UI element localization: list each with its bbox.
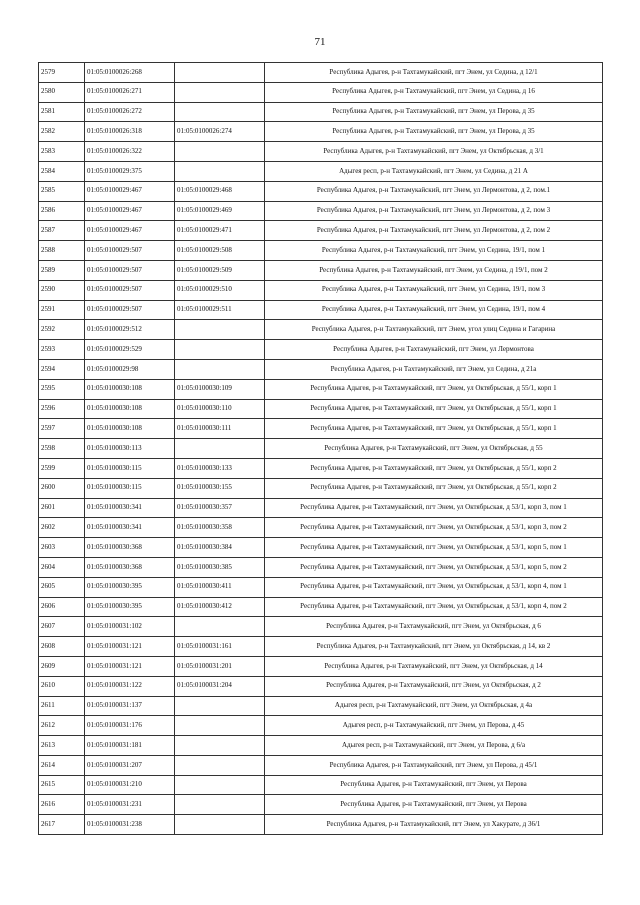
related-cadastral-number-cell xyxy=(175,795,265,815)
cadastral-number-cell: 01:05:0100029:507 xyxy=(85,241,175,261)
cadastral-number-cell: 01:05:0100026:271 xyxy=(85,82,175,102)
table-row xyxy=(39,597,603,617)
cadastral-number-cell: 01:05:0100030:368 xyxy=(85,557,175,577)
table-row xyxy=(39,716,603,736)
row-number-cell: 2606 xyxy=(39,597,85,617)
related-cadastral-number-cell xyxy=(175,775,265,795)
cadastral-number-cell: 01:05:0100029:467 xyxy=(85,181,175,201)
address-cell: Республика Адыгея, р-н Тахтамукайский, пгт Энем, ул Октябрьская, д 55 xyxy=(265,439,603,459)
related-cadastral-number-cell: 01:05:0100029:468 xyxy=(175,181,265,201)
row-number-cell: 2585 xyxy=(39,181,85,201)
cadastral-number-cell: 01:05:0100029:507 xyxy=(85,280,175,300)
cadastral-number-cell: 01:05:0100029:467 xyxy=(85,221,175,241)
cadastral-number-cell: 01:05:0100031:102 xyxy=(85,617,175,637)
row-number-cell: 2609 xyxy=(39,656,85,676)
cadastral-number-cell: 01:05:0100026:268 xyxy=(85,63,175,83)
row-number-cell: 2608 xyxy=(39,637,85,657)
row-number-cell: 2590 xyxy=(39,280,85,300)
related-cadastral-number-cell xyxy=(175,439,265,459)
table-row xyxy=(39,439,603,459)
address-cell: Республика Адыгея, р-н Тахтамукайский, пгт Энем, ул Перова, д 35 xyxy=(265,122,603,142)
cadastral-number-cell: 01:05:0100030:395 xyxy=(85,597,175,617)
cadastral-number-cell: 01:05:0100031:122 xyxy=(85,676,175,696)
address-cell: Республика Адыгея, р-н Тахтамукайский, пгт Энем, ул Седина, д 12/1 xyxy=(265,63,603,83)
table-row xyxy=(39,320,603,340)
cadastral-number-cell: 01:05:0100030:395 xyxy=(85,577,175,597)
related-cadastral-number-cell: 01:05:0100030:109 xyxy=(175,379,265,399)
page-number: 71 xyxy=(314,36,326,48)
row-number-cell: 2591 xyxy=(39,300,85,320)
address-cell: Республика Адыгея, р-н Тахтамукайский, пгт Энем, ул Хакурате, д 36/1 xyxy=(265,815,603,835)
row-number-cell: 2582 xyxy=(39,122,85,142)
cadastral-number-cell: 01:05:0100031:210 xyxy=(85,775,175,795)
cadastral-number-cell: 01:05:0100030:108 xyxy=(85,399,175,419)
cadastral-number-cell: 01:05:0100030:108 xyxy=(85,419,175,439)
table-row xyxy=(39,399,603,419)
cadastral-number-cell: 01:05:0100030:368 xyxy=(85,538,175,558)
table-row xyxy=(39,676,603,696)
related-cadastral-number-cell: 01:05:0100030:155 xyxy=(175,478,265,498)
related-cadastral-number-cell: 01:05:0100031:161 xyxy=(175,637,265,657)
cadastral-number-cell: 01:05:0100031:207 xyxy=(85,755,175,775)
address-cell: Республика Адыгея, р-н Тахтамукайский, пгт Энем, ул Октябрьская, д 55/1, корп 2 xyxy=(265,458,603,478)
cadastral-number-cell: 01:05:0100026:272 xyxy=(85,102,175,122)
related-cadastral-number-cell: 01:05:0100029:510 xyxy=(175,280,265,300)
table-row xyxy=(39,379,603,399)
related-cadastral-number-cell xyxy=(175,63,265,83)
row-number-cell: 2617 xyxy=(39,815,85,835)
row-number-cell: 2584 xyxy=(39,161,85,181)
address-cell: Республика Адыгея, р-н Тахтамукайский, пгт Энем, ул Октябрьская, д 14 xyxy=(265,656,603,676)
row-number-cell: 2587 xyxy=(39,221,85,241)
row-number-cell: 2610 xyxy=(39,676,85,696)
address-cell: Республика Адыгея, р-н Тахтамукайский, пгт Энем, ул Октябрьская, д 55/1, корп 1 xyxy=(265,379,603,399)
address-cell: Республика Адыгея, р-н Тахтамукайский, пгт Энем, ул Седина, 19/1, пом 1 xyxy=(265,241,603,261)
address-cell: Республика Адыгея, р-н Тахтамукайский, пгт Энем, ул Октябрьская, д 2 xyxy=(265,676,603,696)
cadastral-number-cell: 01:05:0100030:115 xyxy=(85,478,175,498)
row-number-cell: 2595 xyxy=(39,379,85,399)
table-row xyxy=(39,518,603,538)
table-row xyxy=(39,102,603,122)
table-row xyxy=(39,538,603,558)
row-number-cell: 2583 xyxy=(39,142,85,162)
table-row xyxy=(39,419,603,439)
cadastral-number-cell: 01:05:0100030:108 xyxy=(85,379,175,399)
row-number-cell: 2603 xyxy=(39,538,85,558)
address-cell: Республика Адыгея, р-н Тахтамукайский, пгт Энем, ул Седина, д 19/1, пом 2 xyxy=(265,260,603,280)
address-cell: Адыгея респ, р-н Тахтамукайский, пгт Энем, ул Перова, д 6/а xyxy=(265,736,603,756)
table-row xyxy=(39,122,603,142)
row-number-cell: 2597 xyxy=(39,419,85,439)
address-cell: Адыгея респ, р-н Тахтамукайский, пгт Энем, ул Перова, д 45 xyxy=(265,716,603,736)
related-cadastral-number-cell: 01:05:0100030:357 xyxy=(175,498,265,518)
table-row xyxy=(39,795,603,815)
address-cell: Республика Адыгея, р-н Тахтамукайский, пгт Энем, ул Седина, 19/1, пом 3 xyxy=(265,280,603,300)
table-row xyxy=(39,280,603,300)
row-number-cell: 2596 xyxy=(39,399,85,419)
related-cadastral-number-cell: 01:05:0100026:274 xyxy=(175,122,265,142)
row-number-cell: 2607 xyxy=(39,617,85,637)
cadastral-number-cell: 01:05:0100031:176 xyxy=(85,716,175,736)
table-row xyxy=(39,142,603,162)
row-number-cell: 2604 xyxy=(39,557,85,577)
table-row xyxy=(39,815,603,835)
address-cell: Республика Адыгея, р-н Тахтамукайский, пгт Энем, ул Октябрьская, д 3/1 xyxy=(265,142,603,162)
row-number-cell: 2612 xyxy=(39,716,85,736)
address-cell: Республика Адыгея, р-н Тахтамукайский, пгт Энем, ул Седина, 19/1, пом 4 xyxy=(265,300,603,320)
table-row xyxy=(39,478,603,498)
cadastral-number-cell: 01:05:0100026:322 xyxy=(85,142,175,162)
table-row xyxy=(39,755,603,775)
related-cadastral-number-cell: 01:05:0100030:111 xyxy=(175,419,265,439)
address-cell: Республика Адыгея, р-н Тахтамукайский, пгт Энем, ул Октябрьская, д 55/1, корп 2 xyxy=(265,478,603,498)
table-row xyxy=(39,201,603,221)
row-number-cell: 2611 xyxy=(39,696,85,716)
related-cadastral-number-cell xyxy=(175,320,265,340)
row-number-cell: 2589 xyxy=(39,260,85,280)
row-number-cell: 2616 xyxy=(39,795,85,815)
cadastral-number-cell: 01:05:0100030:115 xyxy=(85,458,175,478)
row-number-cell: 2593 xyxy=(39,340,85,360)
row-number-cell: 2579 xyxy=(39,63,85,83)
registry-table-body xyxy=(39,63,603,835)
row-number-cell: 2615 xyxy=(39,775,85,795)
related-cadastral-number-cell: 01:05:0100030:384 xyxy=(175,538,265,558)
table-row xyxy=(39,260,603,280)
cadastral-number-cell: 01:05:0100029:507 xyxy=(85,260,175,280)
cadastral-number-cell: 01:05:0100031:181 xyxy=(85,736,175,756)
address-cell: Республика Адыгея, р-н Тахтамукайский, пгт Энем, ул Лермонтова, д 2, пом 3 xyxy=(265,201,603,221)
related-cadastral-number-cell: 01:05:0100029:511 xyxy=(175,300,265,320)
address-cell: Республика Адыгея, р-н Тахтамукайский, пгт Энем, ул Октябрьская, д 53/1, корп 3, пом 1 xyxy=(265,498,603,518)
related-cadastral-number-cell: 01:05:0100031:201 xyxy=(175,656,265,676)
table-row xyxy=(39,736,603,756)
address-cell: Республика Адыгея, р-н Тахтамукайский, пгт Энем, ул Перова, д 45/1 xyxy=(265,755,603,775)
related-cadastral-number-cell xyxy=(175,161,265,181)
related-cadastral-number-cell: 01:05:0100030:110 xyxy=(175,399,265,419)
row-number-cell: 2580 xyxy=(39,82,85,102)
related-cadastral-number-cell: 01:05:0100030:412 xyxy=(175,597,265,617)
row-number-cell: 2592 xyxy=(39,320,85,340)
row-number-cell: 2601 xyxy=(39,498,85,518)
row-number-cell: 2613 xyxy=(39,736,85,756)
cadastral-number-cell: 01:05:0100031:238 xyxy=(85,815,175,835)
address-cell: Республика Адыгея, р-н Тахтамукайский, пгт Энем, ул Лермонтова, д 2, пом 2 xyxy=(265,221,603,241)
address-cell: Республика Адыгея, р-н Тахтамукайский, пгт Энем, ул Перова, д 35 xyxy=(265,102,603,122)
related-cadastral-number-cell xyxy=(175,755,265,775)
related-cadastral-number-cell: 01:05:0100029:508 xyxy=(175,241,265,261)
table-row xyxy=(39,617,603,637)
row-number-cell: 2598 xyxy=(39,439,85,459)
address-cell: Республика Адыгея, р-н Тахтамукайский, пгт Энем, ул Лермонтова, д 2, пом.1 xyxy=(265,181,603,201)
table-row xyxy=(39,775,603,795)
address-cell: Адыгея респ, р-н Тахтамукайский, пгт Энем, ул Седина, д 21 А xyxy=(265,161,603,181)
related-cadastral-number-cell: 01:05:0100029:471 xyxy=(175,221,265,241)
cadastral-number-cell: 01:05:0100031:137 xyxy=(85,696,175,716)
related-cadastral-number-cell xyxy=(175,815,265,835)
related-cadastral-number-cell xyxy=(175,340,265,360)
address-cell: Республика Адыгея, р-н Тахтамукайский, пгт Энем, ул Октябрьская, д 53/1, корп 3, пом 2 xyxy=(265,518,603,538)
cadastral-number-cell: 01:05:0100026:318 xyxy=(85,122,175,142)
address-cell: Республика Адыгея, р-н Тахтамукайский, пгт Энем, ул Октябрьская, д 53/1, корп 5, пом 1 xyxy=(265,538,603,558)
table-row xyxy=(39,221,603,241)
table-row xyxy=(39,241,603,261)
table-row xyxy=(39,637,603,657)
row-number-cell: 2599 xyxy=(39,458,85,478)
cadastral-number-cell: 01:05:0100030:341 xyxy=(85,518,175,538)
address-cell: Адыгея респ, р-н Тахтамукайский, пгт Энем, ул Октябрьская, д 4а xyxy=(265,696,603,716)
related-cadastral-number-cell xyxy=(175,696,265,716)
address-cell: Республика Адыгея, р-н Тахтамукайский, пгт Энем, угол улиц Седина и Гагарина xyxy=(265,320,603,340)
address-cell: Республика Адыгея, р-н Тахтамукайский, пгт Энем, ул Октябрьская, д 14, кв 2 xyxy=(265,637,603,657)
related-cadastral-number-cell: 01:05:0100030:385 xyxy=(175,557,265,577)
table-row xyxy=(39,498,603,518)
related-cadastral-number-cell: 01:05:0100029:509 xyxy=(175,260,265,280)
cadastral-number-cell: 01:05:0100029:529 xyxy=(85,340,175,360)
table-row xyxy=(39,181,603,201)
address-cell: Республика Адыгея, р-н Тахтамукайский, пгт Энем, ул Октябрьская, д 53/1, корп 5, пом 2 xyxy=(265,557,603,577)
address-cell: Республика Адыгея, р-н Тахтамукайский, пгт Энем, ул Октябрьская, д 53/1, корп 4, пом 1 xyxy=(265,577,603,597)
address-cell: Республика Адыгея, р-н Тахтамукайский, пгт Энем, ул Октябрьская, д 53/1, корп 4, пом 2 xyxy=(265,597,603,617)
cadastral-number-cell: 01:05:0100029:507 xyxy=(85,300,175,320)
related-cadastral-number-cell xyxy=(175,102,265,122)
related-cadastral-number-cell xyxy=(175,716,265,736)
related-cadastral-number-cell xyxy=(175,142,265,162)
cadastral-number-cell: 01:05:0100030:341 xyxy=(85,498,175,518)
address-cell: Республика Адыгея, р-н Тахтамукайский, пгт Энем, ул Октябрьская, д 55/1, корп 1 xyxy=(265,419,603,439)
related-cadastral-number-cell: 01:05:0100030:411 xyxy=(175,577,265,597)
row-number-cell: 2605 xyxy=(39,577,85,597)
row-number-cell: 2588 xyxy=(39,241,85,261)
cadastral-number-cell: 01:05:0100031:231 xyxy=(85,795,175,815)
table-row xyxy=(39,359,603,379)
table-row xyxy=(39,82,603,102)
address-cell: Республика Адыгея, р-н Тахтамукайский, пгт Энем, ул Лермонтова xyxy=(265,340,603,360)
cadastral-number-cell: 01:05:0100029:98 xyxy=(85,359,175,379)
related-cadastral-number-cell xyxy=(175,617,265,637)
related-cadastral-number-cell: 01:05:0100030:358 xyxy=(175,518,265,538)
registry-table xyxy=(38,62,603,835)
cadastral-number-cell: 01:05:0100029:375 xyxy=(85,161,175,181)
related-cadastral-number-cell: 01:05:0100031:204 xyxy=(175,676,265,696)
table-row xyxy=(39,696,603,716)
row-number-cell: 2581 xyxy=(39,102,85,122)
row-number-cell: 2594 xyxy=(39,359,85,379)
related-cadastral-number-cell xyxy=(175,359,265,379)
cadastral-number-cell: 01:05:0100031:121 xyxy=(85,656,175,676)
row-number-cell: 2614 xyxy=(39,755,85,775)
cadastral-number-cell: 01:05:0100029:512 xyxy=(85,320,175,340)
address-cell: Республика Адыгея, р-н Тахтамукайский, пгт Энем, ул Перова xyxy=(265,795,603,815)
table-row xyxy=(39,63,603,83)
cadastral-number-cell: 01:05:0100031:121 xyxy=(85,637,175,657)
table-row xyxy=(39,458,603,478)
related-cadastral-number-cell xyxy=(175,736,265,756)
address-cell: Республика Адыгея, р-н Тахтамукайский, пгт Энем, ул Седина, д 16 xyxy=(265,82,603,102)
row-number-cell: 2586 xyxy=(39,201,85,221)
table-row xyxy=(39,340,603,360)
related-cadastral-number-cell: 01:05:0100030:133 xyxy=(175,458,265,478)
cadastral-number-cell: 01:05:0100030:113 xyxy=(85,439,175,459)
table-row xyxy=(39,577,603,597)
related-cadastral-number-cell: 01:05:0100029:469 xyxy=(175,201,265,221)
address-cell: Республика Адыгея, р-н Тахтамукайский, пгт Энем, ул Седина, д 21а xyxy=(265,359,603,379)
row-number-cell: 2602 xyxy=(39,518,85,538)
table-row xyxy=(39,656,603,676)
address-cell: Республика Адыгея, р-н Тахтамукайский, пгт Энем, ул Перова xyxy=(265,775,603,795)
address-cell: Республика Адыгея, р-н Тахтамукайский, пгт Энем, ул Октябрьская, д 55/1, корп 1 xyxy=(265,399,603,419)
table-row xyxy=(39,557,603,577)
table-row xyxy=(39,300,603,320)
address-cell: Республика Адыгея, р-н Тахтамукайский, пгт Энем, ул Октябрьская, д 6 xyxy=(265,617,603,637)
related-cadastral-number-cell xyxy=(175,82,265,102)
row-number-cell: 2600 xyxy=(39,478,85,498)
cadastral-number-cell: 01:05:0100029:467 xyxy=(85,201,175,221)
table-row xyxy=(39,161,603,181)
